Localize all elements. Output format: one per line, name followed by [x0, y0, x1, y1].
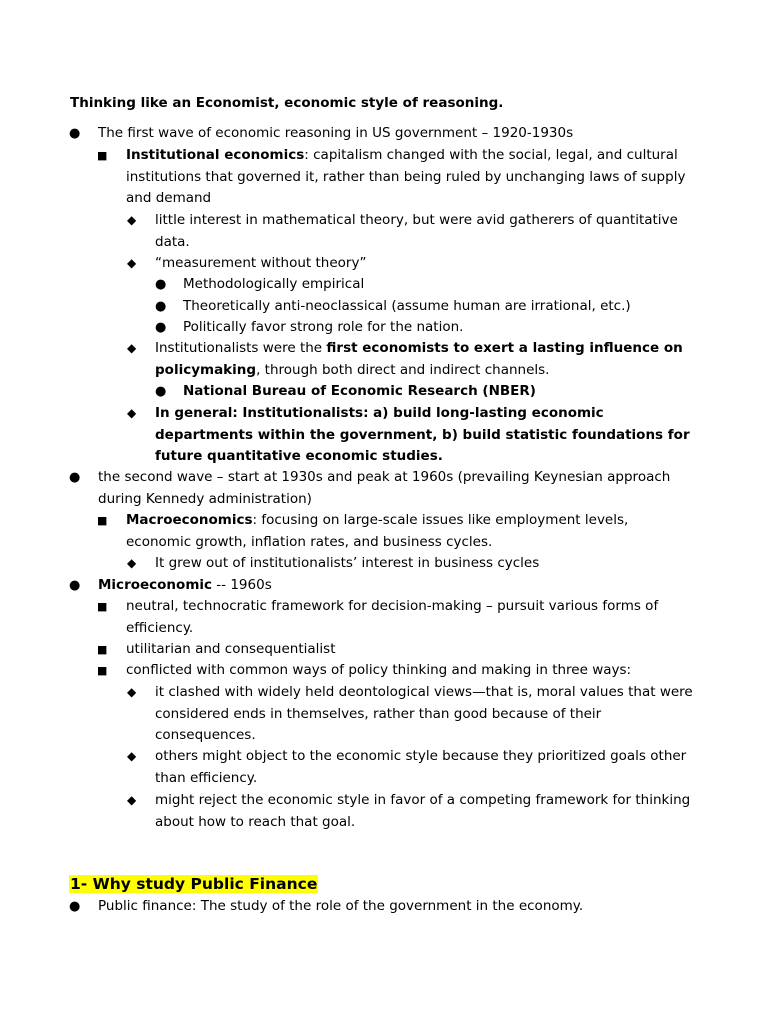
list-item — [155, 296, 703, 318]
text-run: The first wave of economic reasoning in US government – 1920-1930s — [98, 125, 574, 141]
bold-text: In general: Institutionalists: a) build long-lasting economic departments within the government, b) build statistic foundations for future quantitative economic studies. — [155, 405, 690, 465]
bullet-diamond-icon: ◆ — [127, 341, 137, 355]
bullet-dot-icon: ● — [155, 299, 167, 314]
list-item — [155, 274, 703, 296]
text-run: little interest in mathematical theory, but were avid gatherers of quantitative data. — [155, 212, 678, 250]
text-run: : capitalism changed with the social, legal, and cultural institutions that governed it, rather than being ruled by unchanging laws of supply and demand — [126, 147, 686, 207]
text-run: Theoretically anti-neoclassical (assume human are irrational, etc.) — [183, 298, 631, 314]
bullet-square-icon: ■ — [97, 600, 108, 613]
bullet-square-icon: ■ — [97, 149, 108, 162]
text-run: utilitarian and consequentialist — [126, 641, 336, 657]
list-item — [127, 746, 700, 789]
bold-text: Institutional economics — [126, 147, 305, 163]
bold-text: National Bureau of Economic Research (NBER) — [183, 383, 536, 399]
list-item — [97, 510, 696, 553]
list-item — [127, 790, 700, 833]
list-item — [127, 210, 700, 253]
list-item — [155, 317, 703, 339]
list-item — [127, 682, 700, 747]
text-run: conflicted with common ways of policy thinking and making in three ways: — [126, 662, 632, 678]
bullet-square-icon: ■ — [97, 643, 108, 656]
text-run: it clashed with widely held deontological views—that is, moral values that were considered ends in themselves, rather than good because of their consequences. — [155, 684, 693, 744]
text-run: : focusing on large-scale issues like employment levels, economic growth, inflation rates, and business cycles. — [126, 512, 629, 550]
bold-text: Microeconomic — [98, 577, 213, 593]
text-run: -- 1960s — [212, 577, 272, 593]
bullet-dot-icon: ● — [69, 126, 81, 141]
text-run: might reject the economic style in favor of a competing framework for thinking about how to reach that goal. — [155, 792, 691, 830]
bullet-dot-icon: ● — [69, 578, 81, 593]
text-run: others might object to the economic style because they prioritized goals other than efficiency. — [155, 748, 687, 786]
list-item — [155, 381, 703, 403]
list-item — [69, 575, 698, 597]
bullet-diamond-icon: ◆ — [127, 213, 137, 227]
text-run: neutral, technocratic framework for decision-making – pursuit various forms of efficiency. — [126, 598, 659, 636]
bullet-dot-icon: ● — [69, 470, 81, 485]
bullet-diamond-icon: ◆ — [127, 406, 137, 420]
document-title: Thinking like an Economist, economic style of reasoning. — [70, 95, 504, 111]
bullet-diamond-icon: ◆ — [127, 793, 137, 807]
text-run: , through both direct and indirect channels. — [256, 361, 550, 378]
bullet-dot-icon: ● — [155, 277, 167, 292]
bullet-dot-icon: ● — [155, 384, 167, 399]
text-run: Methodologically empirical — [183, 276, 365, 292]
list-item — [97, 639, 696, 661]
bold-text: Macroeconomics — [126, 512, 253, 528]
bullet-diamond-icon: ◆ — [127, 749, 137, 763]
list-item — [127, 338, 700, 381]
text-run: “measurement without theory” — [155, 255, 367, 271]
bullet-dot-icon: ● — [155, 320, 167, 335]
text-run: It grew out of institutionalists’ interest in business cycles — [155, 555, 540, 571]
text-run: Public finance: The study of the role of the government in the economy. — [98, 898, 584, 914]
bullet-square-icon: ■ — [97, 664, 108, 677]
bullet-diamond-icon: ◆ — [127, 685, 137, 699]
bullet-diamond-icon: ◆ — [127, 556, 137, 570]
list-item — [69, 467, 698, 510]
bold-text: first economists to exert a lasting influence on policymaking — [155, 340, 683, 378]
list-item — [69, 896, 698, 918]
list-item — [97, 660, 696, 682]
list-item — [127, 403, 700, 468]
list-item — [97, 145, 696, 210]
bullet-dot-icon: ● — [69, 899, 81, 914]
text-run: the second wave – start at 1930s and peak at 1960s (prevailing Keynesian approach during Kennedy administration) — [98, 469, 671, 507]
list-item — [69, 123, 698, 145]
list-item — [127, 553, 700, 575]
text-run: Politically favor strong role for the nation. — [183, 319, 464, 335]
bullet-square-icon: ■ — [97, 514, 108, 527]
list-item — [127, 253, 700, 275]
section-heading: 1- Why study Public Finance — [70, 875, 318, 893]
text-run: Institutionalists were the — [155, 340, 327, 356]
list-item — [97, 596, 696, 639]
bullet-diamond-icon: ◆ — [127, 256, 137, 270]
